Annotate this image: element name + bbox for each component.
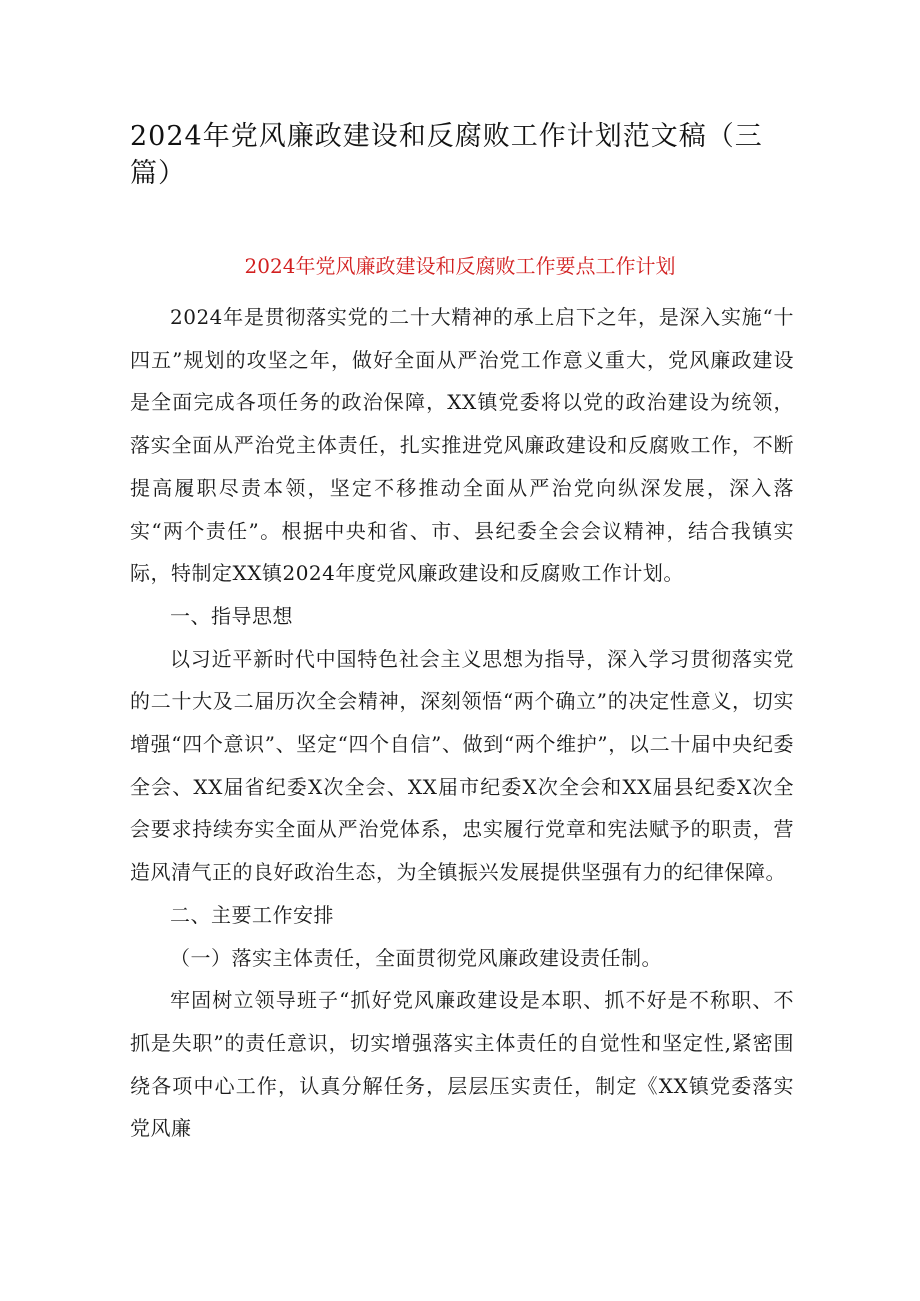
section-heading-guiding-ideology: 一、指导思想 [170, 603, 293, 628]
paragraph-guiding-ideology: 以习近平新时代中国特色社会主义思想为指导，深入学习贯彻落实党的二十大及二届历次全会精神，深刻领悟“两个确立”的决定性意义，切实增强“四个意识”、坚定“四个自信”、做到“两个维护”，以二十届中央纪委全会、XX届省纪委X次全会、XX届市纪委X次全会和XX届县纪委X次全会要求持续夯实全面从严治党体系，忠实履行党章和宪法赋予的职责，营造风清气正的良好政治生态，为全镇振兴发展提供坚强有力的纪律保障。 [130, 646, 794, 885]
document-title: 2024年党风廉政建设和反腐败工作计划范文稿（三篇） [130, 121, 763, 189]
paragraph-intro: 2024年是贯彻落实党的二十大精神的承上启下之年，是深入实施“十四五”规划的攻坚之年，做好全面从严治党工作意义重大，党风廉政建设是全面完成各项任务的政治保障，XX镇党委将以党的政治建设为统领，落实全面从严治党主体责任，扎实推进党风廉政建设和反腐败工作，不断提高履职尽责本领，坚定不移推动全面从严治党向纵深发展，深入落实“两个责任”。根据中央和省、市、县纪委全会会议精神，结合我镇实际，特制定XX镇2024年度党风廉政建设和反腐败工作计划。 [130, 305, 794, 586]
paragraph-responsibility: 牢固树立领导班子“抓好党风廉政建设是本职、抓不好是不称职、不抓是失职”的责任意识，切实增强落实主体责任的自觉性和坚定性,紧密围绕各项中心工作，认真分解任务，层层压实责任，制定《XX镇党委落实党风廉 [130, 988, 794, 1141]
section-heading-main-work: 二、主要工作安排 [170, 902, 334, 927]
document-body [130, 296, 794, 1150]
document-subtitle: 2024年党风廉政建设和反腐败工作要点工作计划 [244, 254, 676, 278]
subsection-heading-responsibility: （一）落实主体责任，全面贯彻党风廉政建设责任制。 [170, 945, 662, 970]
